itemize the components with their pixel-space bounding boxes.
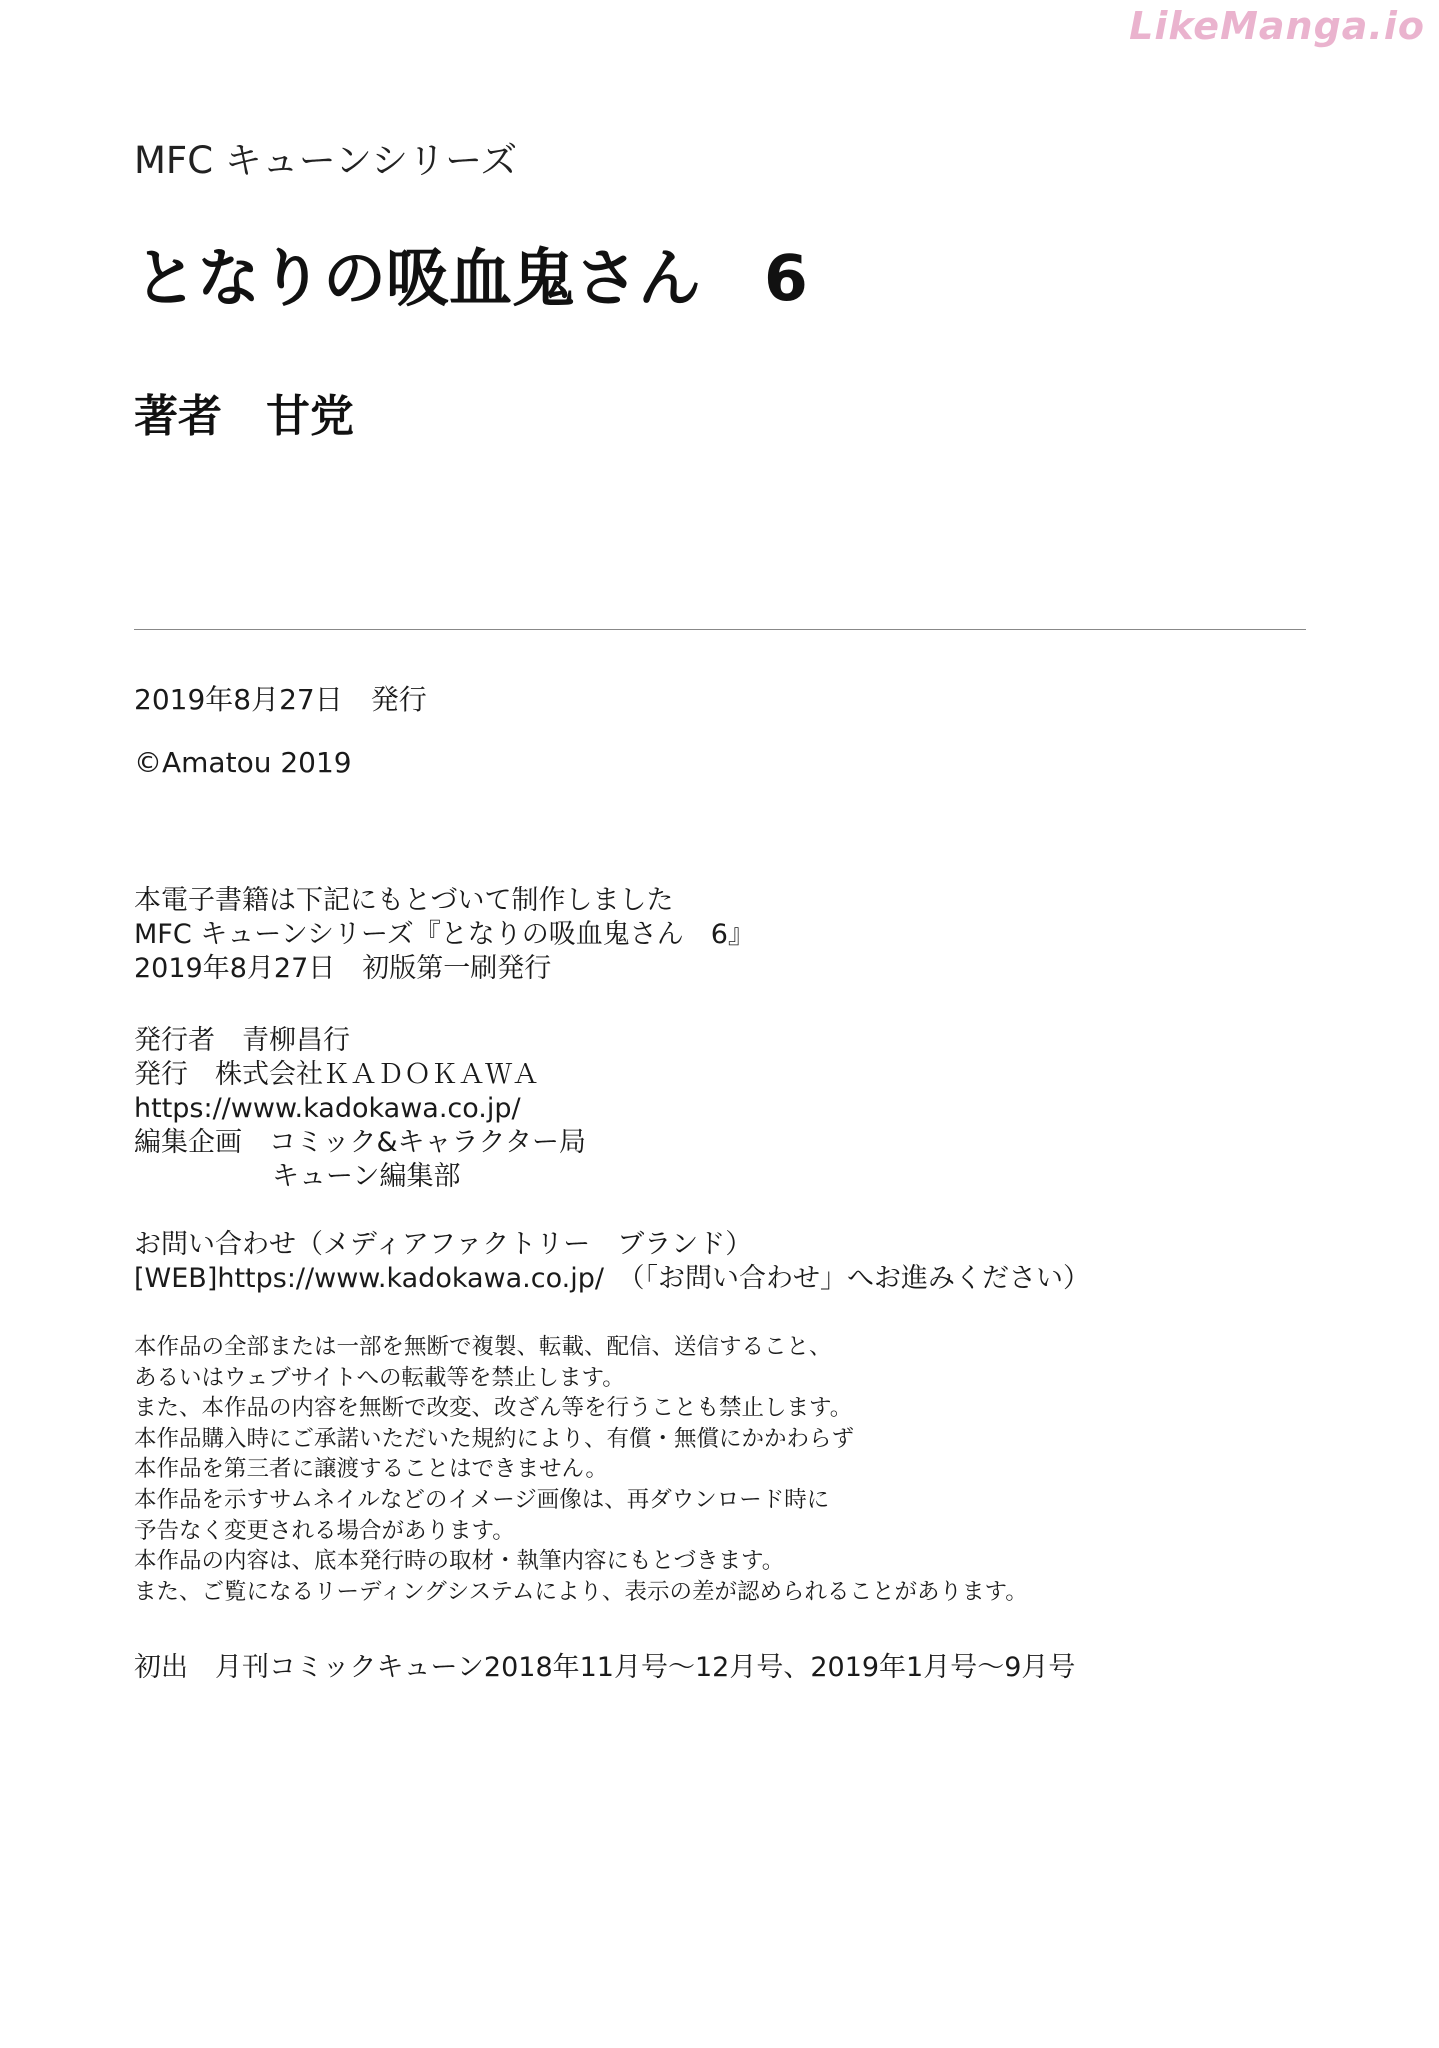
contact-block (134, 1228, 1090, 1296)
publisher-block (134, 1024, 586, 1194)
author-line: 著者 甘党 (134, 391, 354, 442)
publisher-line: 発行 株式会社ＫＡＤＯＫＡＷＡ (134, 1059, 539, 1090)
publisher-line: 発行者 青柳昌行 (134, 1025, 350, 1056)
notice-line: 本作品の全部または一部を無断で複製、転載、配信、送信すること、 (134, 1334, 832, 1360)
publisher-url: https://www.kadokawa.co.jp/ (134, 1093, 521, 1124)
contact-url-line: [WEB]https://www.kadokawa.co.jp/ （「お問い合わせ」へお進みください） (134, 1263, 1090, 1294)
notice-line: また、ご覧になるリーディングシステムにより、表示の差が認められることがあります。 (134, 1578, 1028, 1605)
legal-notices (134, 1332, 1028, 1607)
publisher-line: キューン編集部 (272, 1161, 461, 1192)
site-watermark: LikeManga.io (1129, 4, 1425, 48)
source-edition-line: 本電子書籍は下記にもとづいて制作しました (134, 885, 674, 916)
source-edition-line: MFC キューンシリーズ『となりの吸血鬼さん 6』 (134, 919, 755, 950)
notice-line: あるいはウェブサイトへの転載等を禁止します。 (134, 1364, 625, 1391)
source-edition-line: 2019年8月27日 初版第一刷発行 (134, 953, 552, 984)
first-appearance: 初出 月刊コミックキューン2018年11月号〜12月号、2019年1月号〜9月号 (134, 1652, 1076, 1683)
source-edition-block (134, 884, 755, 986)
notice-line: また、本作品の内容を無断で改変、改ざん等を行うことも禁止します。 (134, 1395, 853, 1422)
notice-line: 本作品購入時にご承諾いただいた規約により、有償・無償にかかわらず (134, 1425, 855, 1452)
notice-line: 本作品を第三者に譲渡することはできません。 (134, 1456, 608, 1483)
series-name: MFC キューンシリーズ (134, 139, 518, 182)
notice-line: 予告なく変更される場合があります。 (134, 1517, 515, 1544)
contact-line: お問い合わせ（メディアファクトリー ブランド） (134, 1229, 753, 1260)
notice-line: 本作品の内容は、底本発行時の取材・執筆内容にもとづきます。 (134, 1548, 785, 1575)
publisher-line: 編集企画 コミック&キャラクター局 (134, 1127, 586, 1158)
divider (134, 629, 1306, 630)
book-title: となりの吸血鬼さん 6 (134, 242, 808, 315)
copyright-line: ©Amatou 2019 (134, 746, 352, 779)
notice-line: 本作品を示すサムネイルなどのイメージ画像は、再ダウンロード時に (134, 1486, 830, 1513)
publication-date: 2019年8月27日 発行 (134, 683, 427, 716)
